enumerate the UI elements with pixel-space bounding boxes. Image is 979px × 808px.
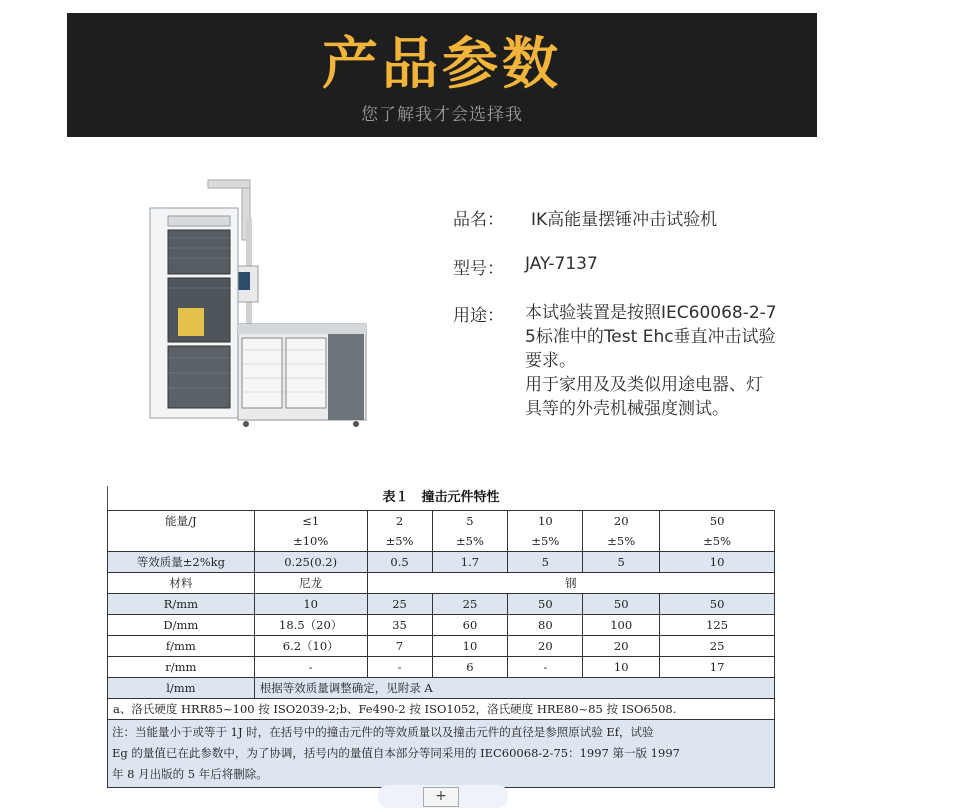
table-cell: 10 [660, 552, 775, 573]
table-cell: 钢 [367, 573, 774, 594]
table-header-cell: D/mm [108, 615, 255, 636]
usage-line: 具等的外壳机械强度测试。 [525, 399, 729, 419]
table-cell: 10 ±5% [508, 511, 583, 552]
table-header-cell: 材料 [108, 573, 255, 594]
table-cell: 35 [367, 615, 432, 636]
table-cell: 20 ±5% [583, 511, 660, 552]
table-cell: 60 [432, 615, 508, 636]
spec-table [107, 510, 775, 788]
table-cell: 25 [660, 636, 775, 657]
table-cell: - [367, 657, 432, 678]
table-cell: 根据等效质量调整确定，见附录 A [254, 678, 774, 699]
table-cell: 10 [254, 594, 367, 615]
table-cell: 5 [508, 552, 583, 573]
usage-line: 用于家用及及类似用途电器、灯 [525, 375, 763, 395]
table-header-cell: r/mm [108, 657, 255, 678]
table-cell: 2 ±5% [367, 511, 432, 552]
name-value: IK高能量摆锤冲击试验机 [531, 210, 718, 230]
table-cell: 50 [583, 594, 660, 615]
note-line: 注：当能量小于或等于 1J 时，在括号中的撞击元件的等效质量以及撞击元件的直径是参照原试验 Ef，试验 [112, 725, 654, 739]
table-note [108, 720, 775, 788]
table-cell: 50 [660, 594, 775, 615]
header-banner [67, 13, 817, 137]
table-cell: 20 [583, 636, 660, 657]
table-cell: 5 [583, 552, 660, 573]
table-cell: 0.5 [367, 552, 432, 573]
material-row [108, 573, 775, 594]
model-value: JAY-7137 [525, 254, 598, 274]
mass-row [108, 552, 775, 573]
table-cell: 20 [508, 636, 583, 657]
d-row [108, 615, 775, 636]
usage-label: 用途： [453, 306, 504, 326]
f-row [108, 636, 775, 657]
table-cell: 0.25(0.2) [254, 552, 367, 573]
table-cell: 1.7 [432, 552, 508, 573]
r-row [108, 594, 775, 615]
table-cell: 6.2（10） [254, 636, 367, 657]
table-cell: 10 [432, 636, 508, 657]
usage-line: 5标准中的Test Ehc垂直冲击试验 [525, 327, 776, 347]
energy-row [108, 511, 775, 552]
table-caption: 表１ 撞击元件特性 [382, 490, 500, 505]
usage-line: 要求。 [525, 351, 576, 371]
table-cell: 尼龙 [254, 573, 367, 594]
table-cell: 10 [583, 657, 660, 678]
model-label: 型号： [453, 259, 504, 279]
note-row [108, 720, 775, 788]
banner-subtitle: 您了解我才会选择我 [361, 105, 523, 125]
table-cell: 50 [508, 594, 583, 615]
table-cell: 25 [432, 594, 508, 615]
banner-title: 产品参数 [322, 32, 562, 97]
table-header-cell: l/mm [108, 678, 255, 699]
note-line: Eg 的量值已在此参数中，为了协调，括号内的量值自本部分等同采用的 IEC60068-2-75：1997 第一版 1997 [112, 746, 680, 760]
table-cell: - [254, 657, 367, 678]
table-cell: 50 ±5% [660, 511, 775, 552]
table-cell: ≤1 ±10% [254, 511, 367, 552]
table-cell: 17 [660, 657, 775, 678]
table-cell: 5 ±5% [432, 511, 508, 552]
table-cell: - [508, 657, 583, 678]
table-cell: 80 [508, 615, 583, 636]
usage-line: 本试验装置是按照IEC60068-2-7 [525, 303, 777, 323]
table-cell: 100 [583, 615, 660, 636]
l-row [108, 678, 775, 699]
footnote-row [108, 699, 775, 720]
usage-text [525, 301, 825, 421]
name-label: 品名： [453, 210, 504, 230]
table-header-cell: 能量/J [108, 511, 255, 552]
table-cell: 125 [660, 615, 775, 636]
table-header-cell: R/mm [108, 594, 255, 615]
add-button[interactable]: + [423, 787, 459, 807]
table-footnote: a、洛氏硬度 HRR85~100 按 ISO2039-2;b、Fe490-2 按 ISO1052，洛氏硬度 HRE80~85 按 ISO6508. [108, 699, 775, 720]
table-cell: 6 [432, 657, 508, 678]
table-cell: 18.5（20） [254, 615, 367, 636]
note-line: 年 8 月出版的 5 年后将删除。 [112, 767, 268, 781]
rr-row [108, 657, 775, 678]
table-header-cell: 等效质量±2%kg [108, 552, 255, 573]
table-cell: 7 [367, 636, 432, 657]
table-cell: 25 [367, 594, 432, 615]
product-image [146, 178, 370, 428]
table-header-cell: f/mm [108, 636, 255, 657]
